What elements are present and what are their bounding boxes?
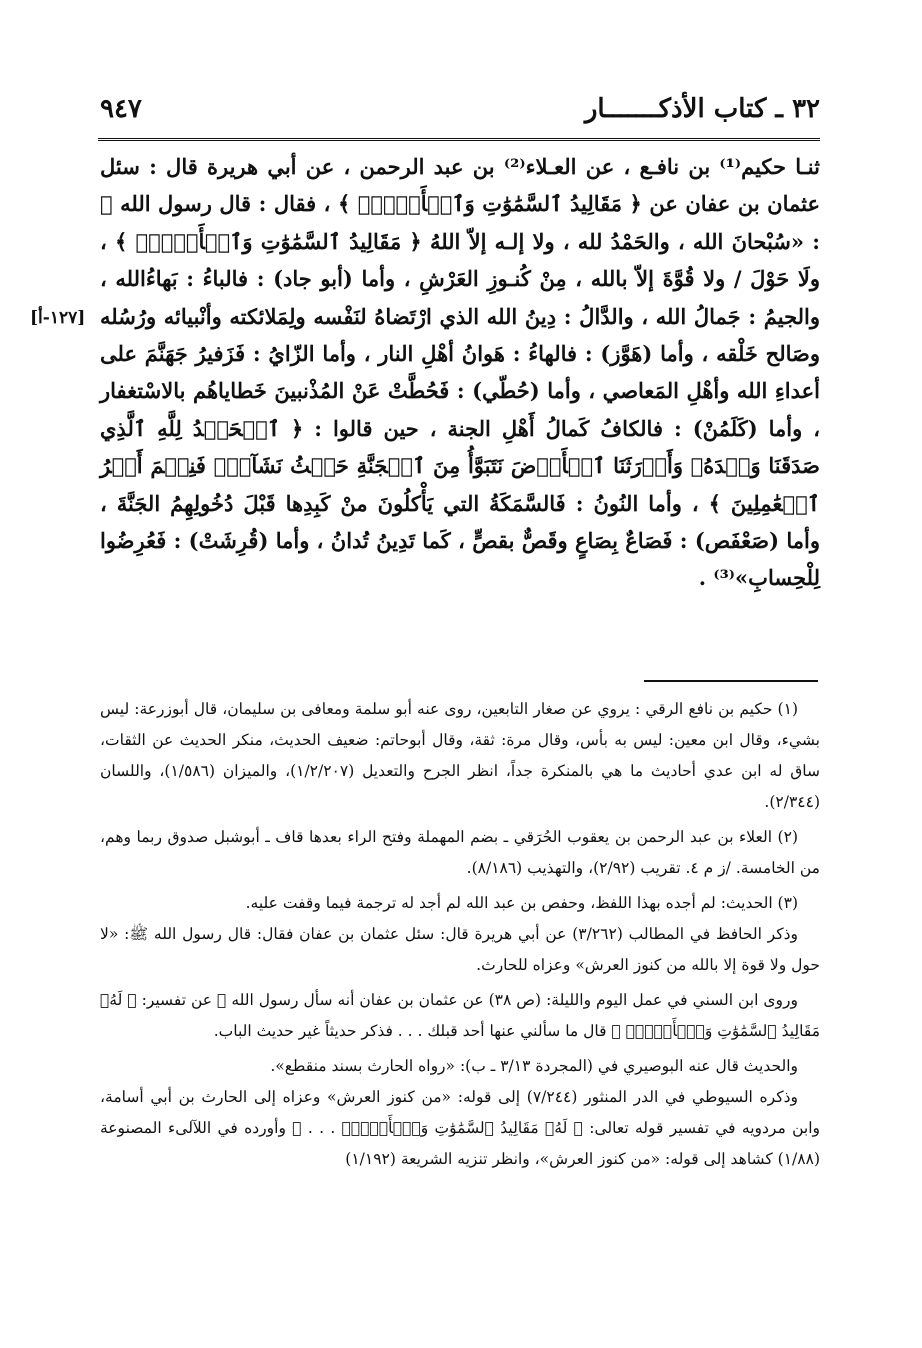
- footnotes: [100, 690, 820, 1175]
- footnote-3-busiri: والحديث قال عنه البوصيري في (المجردة ٣/١٣ ـ ب): «رواه الحارث بسند منقطع».: [270, 1057, 798, 1075]
- header-divider: [98, 138, 820, 141]
- page-header: [100, 92, 820, 136]
- manuscript-folio-marker: [١٢٧-أ]: [30, 308, 86, 328]
- footnote-3: (٣) الحديث: لم أجده بهذا اللفظ، وحفص بن عبد الله لم أجد له ترجمة فيما وقفت عليه.: [245, 894, 798, 912]
- footnote-3-ibn-sunni: وروى ابن السني في عمل اليوم والليلة: (ص ٣٨) عن عثمان بن عفان أنه سأل رسول الله ﷺ عن تفسير: ﴿ لَهُۥ مَقَالِيدُ ٱلسَّمَٰوَٰتِ وَٱلۡأَرۡضِۗ ﴾ قال ما سألني عنها أحد قبلك . . . فذكر حديثاً غير حديث الباب.: [100, 991, 820, 1040]
- footnote-3-suyuti: وذكره السيوطي في الدر المنثور (٧/٢٤٤) إلى قوله: «من كنوز العرش» وعزاه إلى الحارث بن أبي أسامة، وابن مردويه في تفسير قوله تعالى: ﴿ لَهُۥ مَقَالِيدُ ٱلسَّمَٰوَٰتِ وَٱلۡأَرۡضِۗ . . . ﴾ وأورده في اللآلىء المصنوعة (١/٨٨) كشاهد إلى قوله: «من كنوز العرش»، وانظر تنزيه الشريعة (١/١٩٢): [100, 1088, 820, 1168]
- footnote-divider: [644, 680, 818, 682]
- main-text: [100, 148, 820, 597]
- chapter-title: ٣٢ ـ كتاب الأذكـــــــار: [584, 94, 820, 124]
- footnote-1: (١) حكيم بن نافع الرقي : يروي عن صغار التابعين، روى عنه أبو سلمة ومعافى بن سليمان، قال أبوزرعة: ليس بشيء، وقال ابن معين: ليس به بأس، وقال مرة: ثقة، وقال أبوحاتم: ضعيف الحديث، منكر الحديث عن الثقات، ساق له ابن عدي أحاديث ما هي بالمنكرة جداً، انظر الجرح والتعديل (١/٢/٢٠٧)، والميزان (١/٥٨٦)، واللسان (٢/٣٤٤).: [100, 700, 820, 811]
- footnote-2: (٢) العلاء بن عبد الرحمن بن يعقوب الحُرَقي ـ بضم المهملة وفتح الراء بعدها قاف ـ أبوشبل صدوق ربما وهم، من الخامسة. /ز م ٤. تقريب (٢/٩٢)، والتهذيب (٨/١٨٦).: [100, 828, 820, 877]
- hadith-paragraph: ثنـا حكيم⁽¹⁾ بن نافـع ، عن العـلاء⁽²⁾ بن عبد الرحمن ، عن أبي هريرة قال : سئل عثمان بن عفان عن ﴿ مَقَالِيدُ ٱلسَّمَٰوَٰتِ وَٱلۡأَرۡضِۗ ﴾ ، فقال : قال رسول الله ﷺ : «سُبْحانَ الله ، والحَمْدُ لله ، ولا إلـه إلاّ اللهُ ﴿ مَقَالِيدُ ٱلسَّمَٰوَٰتِ وَٱلۡأَرۡضِۗ ﴾ ، ولَا حَوْلَ / ولا قُوَّةَ إلاّ بالله ، مِنْ كُنـوزِ العَرْشِ ، وأما (أبو جاد) : فالباءُ : بَهاءُالله ، والجيمُ : جَمالُ الله ، والدَّالُ : دِينُ الله الذي ارْتَضاهُ لنَفْسه ولِمَلائكته وأنْبيائه ورُسُله وصَالح خَلْقه ، وأما (هَوَّز) : فالهاءُ : هَوانُ أهْلِ النار ، وأما الزّايُ : فَزَفيرُ جَهَنَّمَ على أعداءِ الله وأهْلِ المَعاصي ، وأما (حُطّي) : فَحُطَّتْ عَنْ المُذْنبينَ خَطاياهُم بالاسْتغفار ، وأما (كَلَمُنْ) : فالكافُ كَمالُ أَهْلِ الجنة ، حين قالوا : ﴿ ٱلۡحَمۡدُ لِلَّهِ ٱلَّذِي صَدَقَنَا وَعۡدَهُۥ وَأَوۡرَثَنَا ٱلۡأَرۡضَ نَتَبَوَّأُ مِنَ ٱلۡجَنَّةِ حَيۡثُ نَشَآءُۖ فَنِعۡمَ أَجۡرُ ٱلۡعَٰمِلِينَ ﴾ ، وأما النُونُ : فَالسَّمَكَةُ التي يَأْكلُونَ منْ كَبِدِها قَبْلَ دُخُولِهِمُ الجَنَّةَ ، وأما (صَعْفَص) : فَصَاعٌ بِصَاعٍ وقَصٌّ بقصٍّ ، كَما تَدِينُ تُدانُ ، وأما (قُرِشَتْ) : فَعُرِضُوا لِلْحِسابِ»⁽³⁾ .: [100, 154, 820, 591]
- page-number: ٩٤٧: [100, 94, 142, 124]
- footnote-3-matalib: وذكر الحافظ في المطالب (٣/٢٦٢) عن أبي هريرة قال: سئل عثمان بن عفان فقال: قال رسول الله ﷺ: «لا حول ولا قوة إلا بالله من كنوز العرش» وعزاه للحارث.: [100, 925, 820, 974]
